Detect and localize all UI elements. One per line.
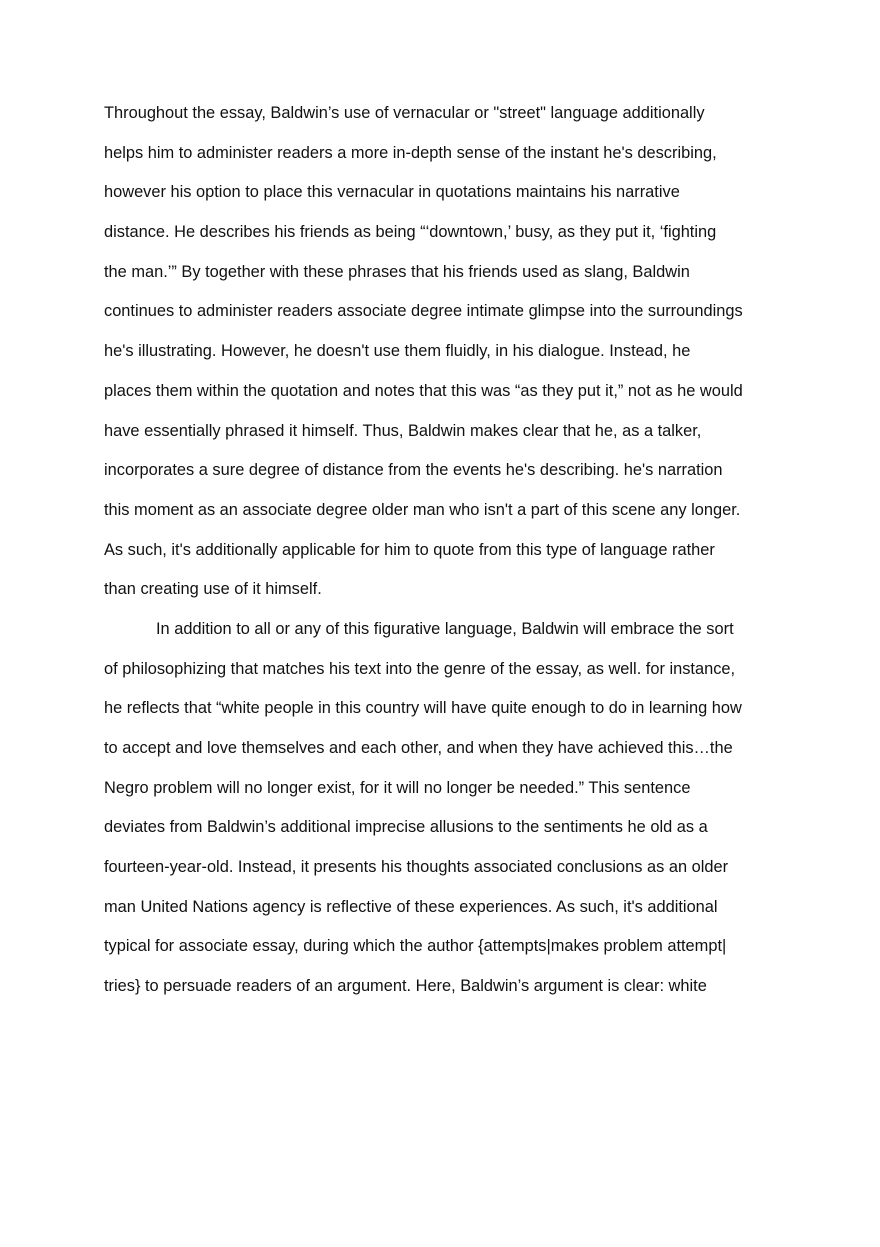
text-line: deviates from Baldwin’s additional imprecise allusions to the sentiments he old as a: [104, 818, 708, 837]
text-line: incorporates a sure degree of distance from the events he's describing. he's narration: [104, 461, 723, 480]
paragraph-1: [104, 100, 794, 616]
text-line: of philosophizing that matches his text into the genre of the essay, as well. for instance,: [104, 659, 736, 678]
text-line: this moment as an associate degree older man who isn't a part of this scene any longer.: [104, 500, 741, 519]
text-line: have essentially phrased it himself. Thus, Baldwin makes clear that he, as a talker,: [104, 421, 702, 440]
text-line: than creating use of it himself.: [104, 580, 322, 599]
text-line: he's illustrating. However, he doesn't use them fluidly, in his dialogue. Instead, he: [104, 342, 691, 361]
text-line: the man.’” By together with these phrases that his friends used as slang, Baldwin: [104, 262, 690, 281]
text-line: continues to administer readers associate degree intimate glimpse into the surroundings: [104, 302, 743, 321]
text-line: however his option to place this vernacular in quotations maintains his narrative: [104, 183, 680, 202]
text-line: tries} to persuade readers of an argument. Here, Baldwin’s argument is clear: white: [104, 977, 707, 996]
text-line: man United Nations agency is reflective of these experiences. As such, it's additional: [104, 897, 718, 916]
text-line: Negro problem will no longer exist, for it will no longer be needed.” This sentence: [104, 778, 691, 797]
text-line: distance. He describes his friends as being “‘downtown,’ busy, as they put it, ‘fighting: [104, 223, 717, 242]
text-line: fourteen-year-old. Instead, it presents his thoughts associated conclusions as an older: [104, 858, 729, 877]
text-line: he reflects that “white people in this country will have quite enough to do in learning how: [104, 699, 742, 718]
text-line: As such, it's additionally applicable for him to quote from this type of language rather: [104, 540, 715, 559]
paragraph-2: [104, 616, 794, 1013]
text-line: helps him to administer readers a more in-depth sense of the instant he's describing,: [104, 143, 717, 162]
essay-body: [104, 100, 794, 1013]
text-line: typical for associate essay, during which the author {attempts|makes problem attempt|: [104, 937, 727, 956]
text-line: to accept and love themselves and each other, and when they have achieved this…the: [104, 739, 733, 757]
text-line: places them within the quotation and notes that this was “as they put it,” not as he would: [104, 381, 743, 400]
text-line: In addition to all or any of this figurative language, Baldwin will embrace the sort: [156, 619, 734, 638]
text-line: Throughout the essay, Baldwin’s use of vernacular or "street" language additionally: [104, 104, 705, 122]
